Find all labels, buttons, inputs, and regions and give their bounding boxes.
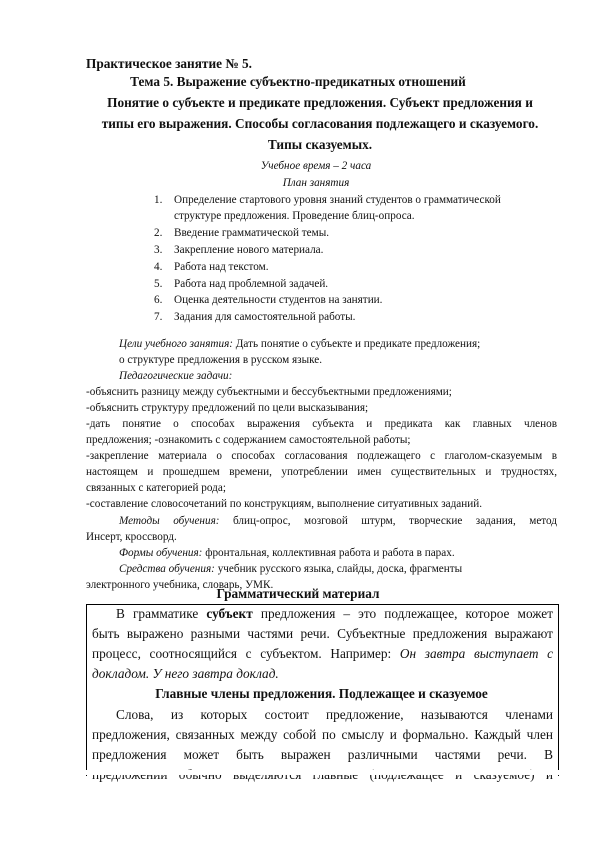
subject-term: субъект [206,606,253,621]
box-mask [86,770,559,775]
task-line: -закрепление материала о способах согласования подлежащего с глаголом-сказуемым в [86,450,557,462]
means-line-2: электронного учебника, словарь, УМК. [86,579,274,591]
plan-number: 3. [154,244,163,256]
material-subheading: Главные члены предложения. Подлежащее и сказуемое [155,686,488,701]
plan-item-text: Определение стартового уровня знаний студентов о грамматической [174,194,501,206]
plan-item-text: Оценка деятельности студентов на занятии. [174,294,383,306]
material-p1-post: предложения – это подлежащее, которое может [252,606,553,621]
task-line: -дать понятие о способах выражения субъекта и предиката как главных членов [86,418,557,430]
task-line: настоящем и прошедшем времени, употреблении имен существительных и трудностях, [86,466,557,478]
forms-text: фронтальная, коллективная работа и работа в парах. [202,547,455,559]
plan-item-text: структуре предложения. Проведение блиц-опроса. [174,210,415,222]
plan-item-text: Работа над текстом. [174,261,269,273]
goals-line-2: о структуре предложения в русском языке. [119,354,323,366]
material-p1-line-1 [92,606,553,622]
example-sentence-2: докладом. У него завтра доклад. [92,666,279,681]
plan-item-text: Работа над проблемной задачей. [174,278,329,290]
plan-item-text: Закрепление нового материала. [174,244,324,256]
task-line: -объяснить структуру предложений по цели высказывания; [86,402,369,414]
means-label: Средства обучения: [119,563,215,575]
task-line: связанных с категорией рода; [86,482,226,494]
means-line-1 [119,563,462,575]
plan-number: 7. [154,311,163,323]
plan-item-text: Введение грамматической темы. [174,227,330,239]
plan-number: 6. [154,294,163,306]
plan-number: 4. [154,261,163,273]
plan-number: 5. [154,278,163,290]
goals-label: Цели учебного занятия: [119,338,233,350]
material-p1-line3-pre: процесс, соотносящийся с субъектом. Например: [92,646,400,661]
goals-text: Дать понятие о субъекте и предикате предложения; [233,338,481,350]
topic-title-line-2: Понятие о субъекте и предикате предложения. Субъект предложения и [107,95,533,110]
material-p2-line: Слова, из которых состоит предложение, называются членами [116,707,553,722]
material-p1-line-3 [92,646,553,662]
task-line: -объяснить разницу между субъектными и бессубъектными предложениями; [86,386,452,398]
study-time: Учебное время – 2 часа [260,160,372,172]
material-p1-line-2: быть выражено разными частями речи. Субъектные предложения выражают [92,626,553,641]
task-line: -составление словосочетаний по конструкциям, выполнение ситуативных заданий. [86,498,483,510]
lesson-label: Практическое занятие № 5. [86,56,252,71]
tasks-label: Педагогические задачи: [119,370,233,382]
means-text: учебник русского языка, слайды, доска, фрагменты [214,563,463,575]
methods-label: Методы обучения: [119,515,220,527]
plan-title: План занятия [282,177,350,189]
example-sentence-1: Он завтра выступает с [399,646,553,661]
topic-title-line-4: Типы сказуемых. [267,137,373,152]
topic-title-line-3: типы его выражения. Способы согласования подлежащего и сказуемого. [101,116,539,131]
goals-line-1 [119,338,480,350]
forms-label: Формы обучения: [119,547,203,559]
task-line: предложения; -ознакомить с содержанием самостоятельной работы; [86,434,411,446]
material-p2-line: предложения, связанных между собой по смыслу и формально. Каждый член [92,727,553,742]
topic-title-line-1: Тема 5. Выражение субъектно-предикатных отношений [130,74,466,89]
forms-line [119,547,455,559]
material-heading: Грамматический материал [216,586,380,601]
plan-number: 1. [154,194,163,206]
methods-line-2: Инсерт, кроссворд. [86,531,177,543]
material-p1-pre: В грамматике [116,606,207,621]
plan-item-text: Задания для самостоятельной работы. [174,311,356,323]
methods-line-1 [119,515,557,527]
plan-number: 2. [154,227,163,239]
material-p2-line: предложения может быть выражен различными частями речи. В [92,747,553,762]
methods-text: блиц-опрос, мозговой штурм, творческие задания, метод [219,515,557,527]
